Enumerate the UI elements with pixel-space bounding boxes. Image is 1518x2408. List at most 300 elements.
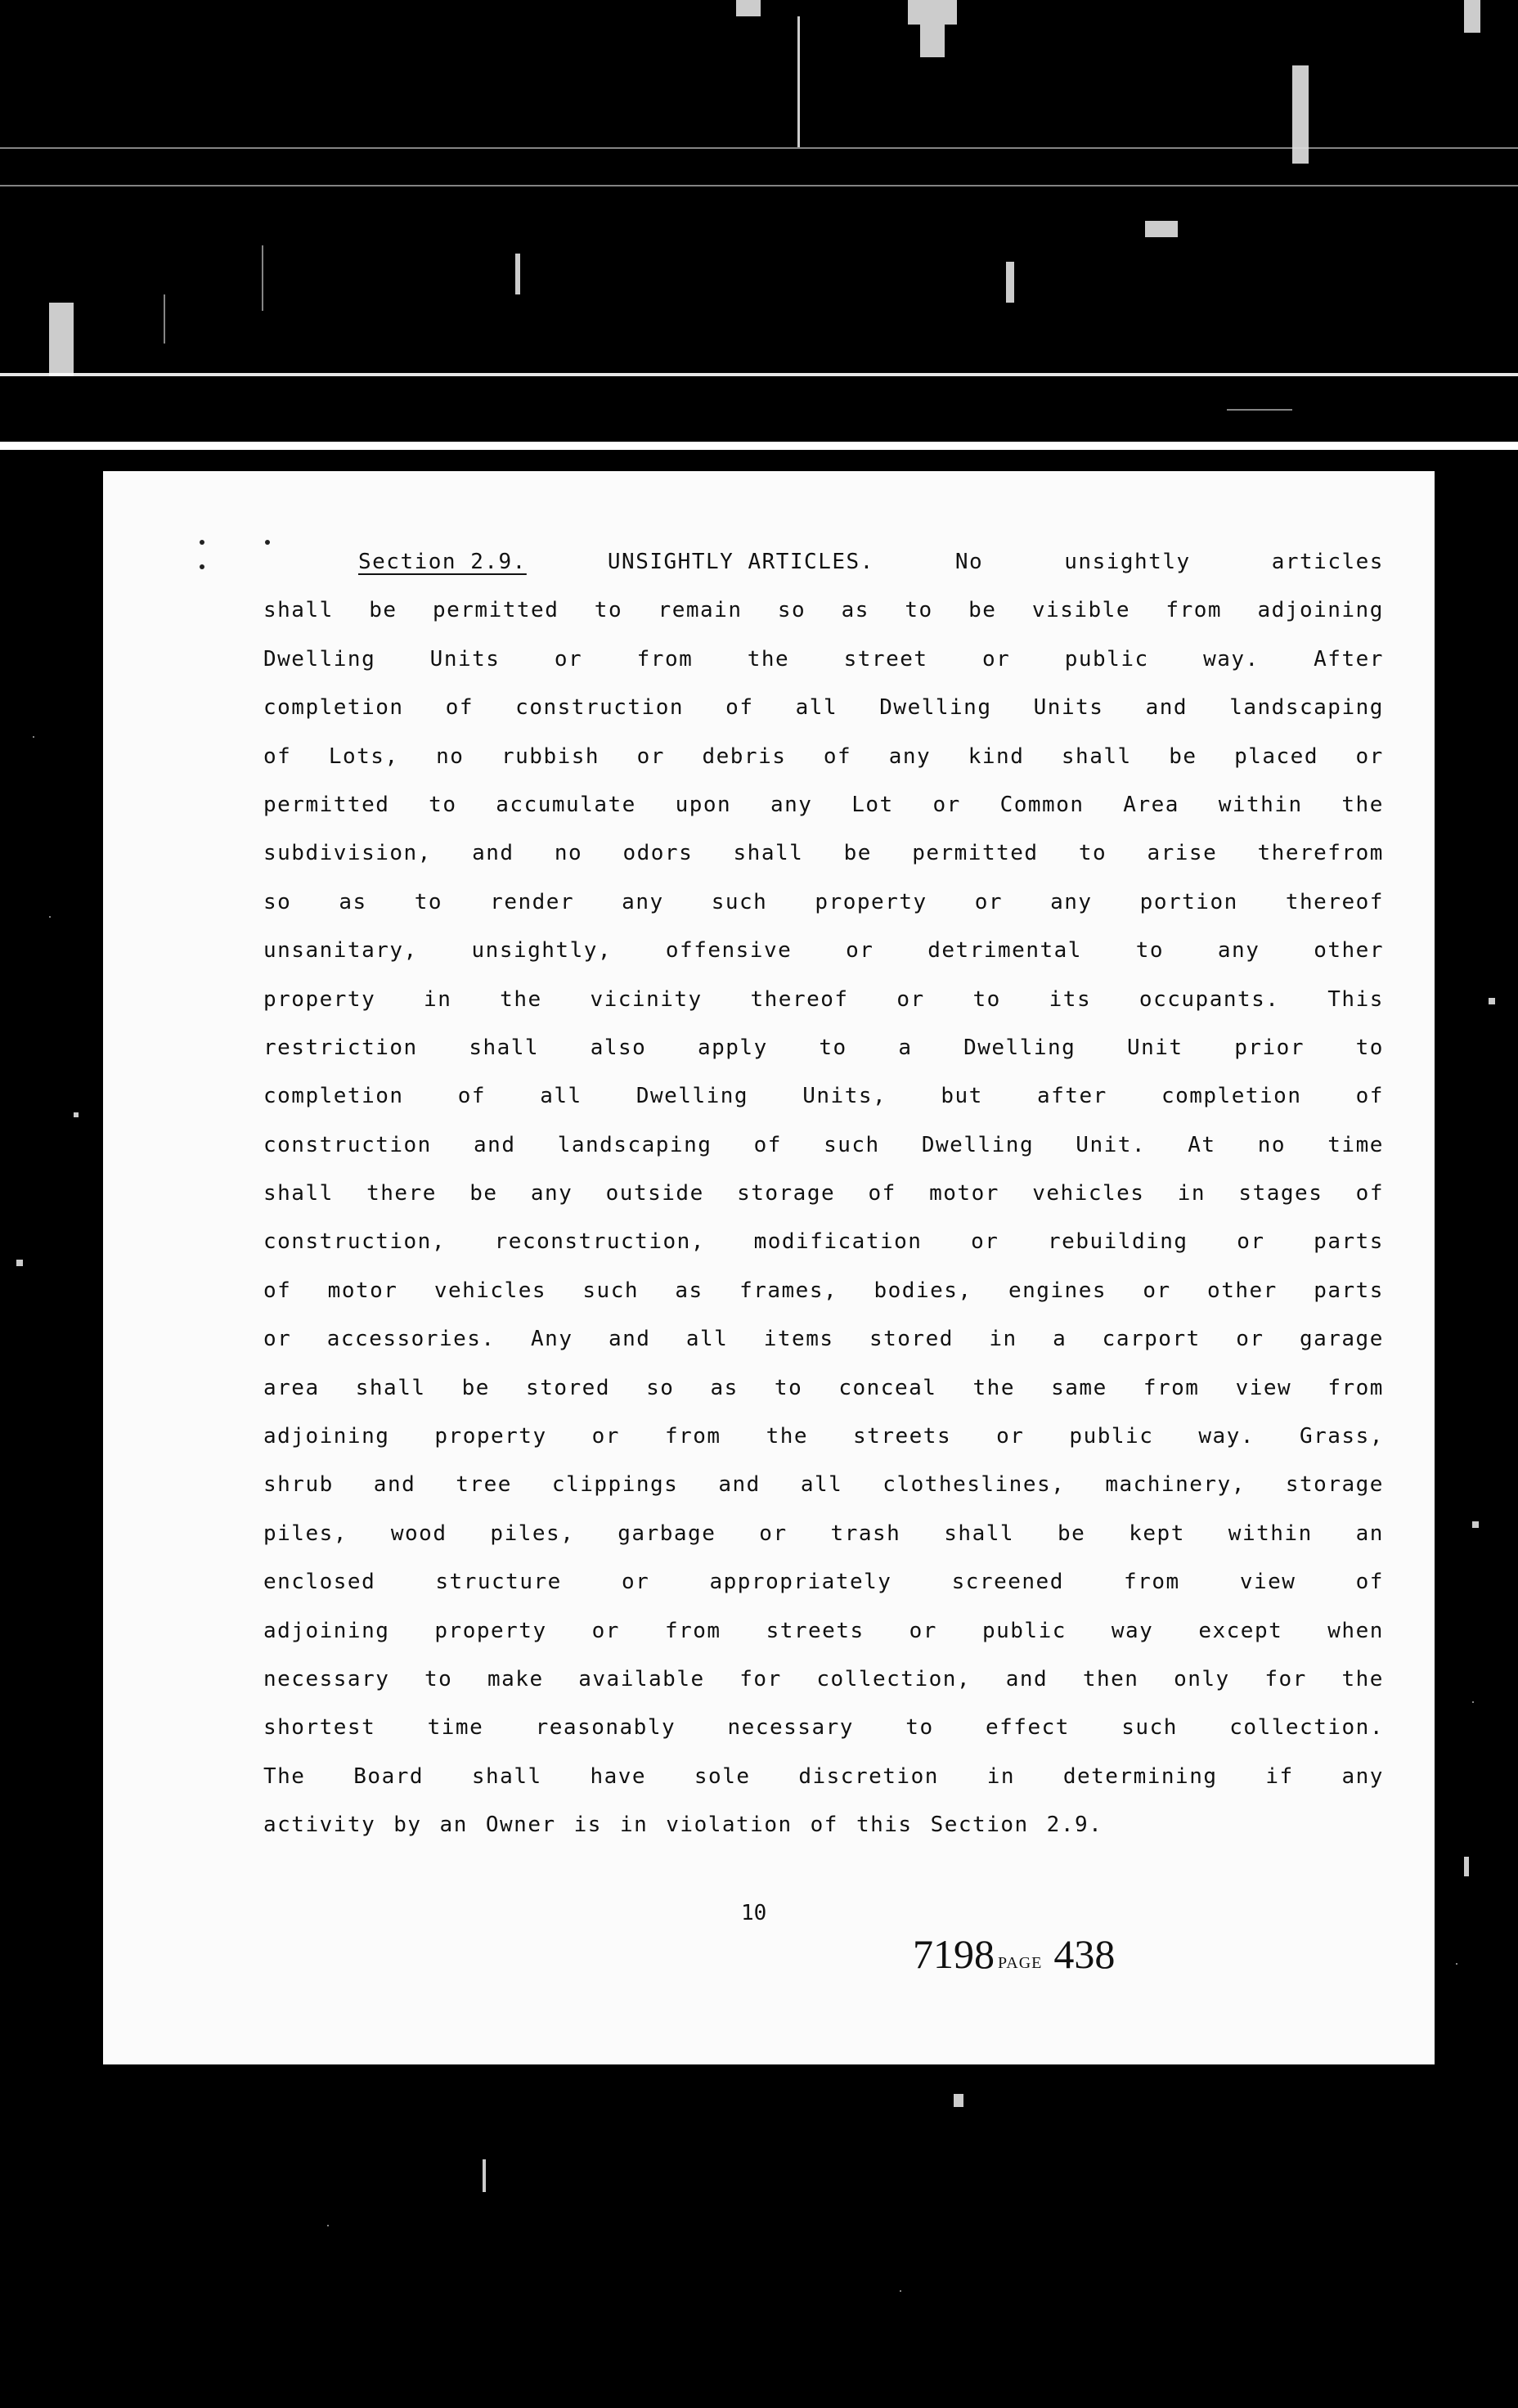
word: this (856, 1813, 913, 1838)
scan-rule-band (0, 442, 1518, 450)
word: or (1143, 1278, 1171, 1303)
text-line (263, 976, 1384, 1024)
word: streets (766, 1618, 865, 1643)
word: after (1036, 1084, 1107, 1109)
word: and (1145, 695, 1188, 721)
word: This (1327, 986, 1384, 1012)
word: violation (666, 1813, 793, 1838)
word: unsanitary, (263, 938, 418, 964)
word: of (263, 744, 292, 769)
word: to (905, 598, 933, 623)
word: vehicles (1032, 1181, 1145, 1206)
word: landscaping (557, 1132, 712, 1157)
word: property (263, 986, 376, 1012)
word: shortest (263, 1715, 376, 1741)
word: to (819, 1035, 847, 1060)
text-line (263, 1121, 1384, 1170)
word: necessary (727, 1715, 854, 1741)
word: as (710, 1375, 739, 1400)
word: piles, (490, 1521, 575, 1546)
word: within (1218, 792, 1303, 817)
word: as (339, 889, 367, 914)
word: parts (1314, 1229, 1384, 1255)
word: or (636, 744, 665, 769)
word: adjoining (1257, 598, 1384, 623)
word: occupants. (1138, 986, 1280, 1012)
word: arise (1147, 841, 1218, 866)
word: carport (1102, 1327, 1201, 1352)
word: or (981, 646, 1011, 672)
word: shall (469, 1035, 540, 1060)
word: parts (1314, 1278, 1384, 1303)
word: necessary (263, 1666, 390, 1691)
word: from (1165, 598, 1223, 623)
word: or (621, 1570, 650, 1595)
word: the (1341, 792, 1384, 817)
word: so (263, 889, 292, 914)
word: of (753, 1132, 782, 1157)
word: be (1169, 744, 1197, 769)
word: conceal (838, 1375, 937, 1400)
word: garbage (618, 1521, 716, 1546)
word: motor (327, 1278, 398, 1303)
word: kind (968, 744, 1025, 769)
word: accessories. (326, 1327, 496, 1352)
word: shrub (263, 1472, 334, 1498)
text-line (263, 1461, 1384, 1509)
word: visible (1031, 598, 1130, 623)
word: construction (515, 695, 685, 721)
word: or (1355, 744, 1384, 769)
word: any (530, 1181, 573, 1206)
text-line (263, 636, 1384, 684)
word: tree (456, 1472, 512, 1498)
word: offensive (665, 938, 793, 964)
word: engines (1008, 1278, 1107, 1303)
word: stages (1238, 1181, 1323, 1206)
word: to (1355, 1035, 1384, 1060)
word: in (424, 986, 452, 1012)
word: way. (1203, 646, 1260, 672)
margin-mark (200, 540, 204, 545)
word: permitted (263, 792, 390, 817)
word: so (646, 1375, 675, 1400)
word: restriction (263, 1035, 418, 1060)
word: and (472, 841, 514, 866)
word: and (373, 1472, 416, 1498)
word: make (487, 1666, 544, 1691)
word: public (981, 1618, 1067, 1643)
word: an (439, 1813, 468, 1838)
word: also (590, 1035, 647, 1060)
word: or (974, 889, 1004, 914)
word: public (1064, 646, 1149, 672)
word: bodies, (874, 1278, 972, 1303)
word: in (989, 1327, 1017, 1352)
word: be (461, 1375, 490, 1400)
word: Dwelling (879, 695, 992, 721)
word: frames, (739, 1278, 838, 1303)
text-line (263, 878, 1384, 927)
word: 2.9. (1046, 1813, 1103, 1838)
text-line (263, 1072, 1384, 1121)
word: discretion (798, 1763, 939, 1789)
word: or (996, 1424, 1025, 1449)
word: or (759, 1521, 788, 1546)
word: or (846, 938, 874, 964)
word: machinery, (1105, 1472, 1246, 1498)
word: Dwelling (263, 646, 376, 672)
word: stored (869, 1327, 954, 1352)
word: but (941, 1084, 983, 1109)
word: Area (1123, 792, 1179, 817)
word: structure (435, 1570, 562, 1595)
word: Units (1033, 695, 1104, 721)
word: for (739, 1666, 782, 1691)
word: and (474, 1132, 516, 1157)
word: of (823, 744, 852, 769)
word: or (896, 986, 925, 1012)
word: debris (702, 744, 787, 769)
word: view (1239, 1570, 1296, 1595)
word: trash (830, 1521, 901, 1546)
word: screened (951, 1570, 1064, 1595)
word: At (1188, 1132, 1216, 1157)
word: effect (985, 1715, 1070, 1741)
text-line (263, 1607, 1384, 1656)
word: collection. (1229, 1715, 1384, 1741)
word: clotheslines, (883, 1472, 1066, 1498)
word: or (909, 1618, 937, 1643)
word: stored (526, 1375, 610, 1400)
word: from (1124, 1570, 1180, 1595)
text-line (263, 1656, 1384, 1704)
word: storage (737, 1181, 836, 1206)
word: Unit (1126, 1035, 1183, 1060)
word: and (718, 1472, 761, 1498)
word: except (1198, 1618, 1283, 1643)
word: vehicles (433, 1278, 547, 1303)
word: Unit. (1076, 1132, 1147, 1157)
word: shall (471, 1763, 542, 1789)
word: property (815, 889, 927, 914)
word: of (1355, 1084, 1384, 1109)
word: any (1217, 938, 1260, 964)
word: completion (263, 1084, 404, 1109)
word: therefrom (1257, 841, 1384, 866)
word: from (1143, 1375, 1200, 1400)
text-line (263, 1753, 1384, 1801)
word: The (263, 1763, 306, 1789)
word: to (594, 598, 623, 623)
word: wood (390, 1521, 447, 1546)
word: to (1078, 841, 1107, 866)
word: property (434, 1424, 547, 1449)
word: render (490, 889, 575, 914)
word: placed (1234, 744, 1318, 769)
word: time (1327, 1132, 1384, 1157)
word: of (445, 695, 474, 721)
scan-rule-line (0, 373, 1518, 376)
word: in (619, 1813, 649, 1838)
word: kept (1129, 1521, 1185, 1546)
word: property (434, 1618, 547, 1643)
word: to (429, 792, 457, 817)
word: determining (1062, 1763, 1218, 1789)
text-line (263, 1218, 1384, 1266)
word: construction (263, 1132, 432, 1157)
section-heading (263, 538, 1384, 586)
word: landscaping (1229, 695, 1384, 721)
word: other (1314, 938, 1384, 964)
word: detrimental (927, 938, 1082, 964)
word: enclosed (263, 1570, 376, 1595)
word: so (777, 598, 806, 623)
page-reference: 438 (1053, 1931, 1116, 1977)
word: accumulate (496, 792, 636, 817)
word: completion (263, 695, 404, 721)
word: to (972, 986, 1001, 1012)
word: Dwelling (963, 1035, 1076, 1060)
word: articles (1271, 550, 1384, 574)
word: to (414, 889, 443, 914)
word: to (774, 1375, 803, 1400)
text-line (263, 1704, 1384, 1752)
word: portion (1139, 889, 1238, 914)
word: all (800, 1472, 843, 1498)
word: the (766, 1424, 809, 1449)
word: storage (1285, 1472, 1384, 1498)
word: any (1050, 889, 1093, 914)
word: shall (1061, 744, 1132, 769)
word: Common (999, 792, 1085, 817)
word: way. (1198, 1424, 1255, 1449)
word: the (500, 986, 542, 1012)
book-number: 7198 (913, 1931, 995, 1977)
text-line (263, 1267, 1384, 1315)
word: from (664, 1618, 721, 1643)
word: vicinity (590, 986, 703, 1012)
document-page (103, 471, 1435, 2064)
text-line (263, 781, 1384, 829)
word: be (843, 841, 872, 866)
word: completion (1161, 1084, 1302, 1109)
word: Dwelling (921, 1132, 1035, 1157)
page-label: PAGE (998, 1954, 1043, 1972)
word: to (905, 1715, 934, 1741)
word: After (1314, 646, 1384, 672)
word: in (1177, 1181, 1206, 1206)
word: shall (944, 1521, 1015, 1546)
word: odors (622, 841, 694, 866)
word: Section (930, 1813, 1029, 1838)
word: same (1051, 1375, 1107, 1400)
word: no (436, 744, 465, 769)
text-line (263, 1170, 1384, 1218)
word: apply (697, 1035, 768, 1060)
word: there (366, 1181, 437, 1206)
word: such (582, 1278, 640, 1303)
word: of (1355, 1181, 1384, 1206)
word: available (578, 1666, 705, 1691)
word: activity (263, 1813, 376, 1838)
word: when (1327, 1618, 1384, 1643)
word: an (1355, 1521, 1384, 1546)
word: no (554, 841, 583, 866)
word: Units (429, 646, 501, 672)
word: permitted (432, 598, 559, 623)
word: outside (605, 1181, 704, 1206)
word: and (608, 1327, 651, 1352)
text-line (263, 1413, 1384, 1461)
text-line (263, 733, 1384, 781)
text-line (263, 1801, 1384, 1849)
word: shall (263, 1181, 334, 1206)
word: Board (353, 1763, 424, 1789)
word: unsightly, (471, 938, 613, 964)
word: in (986, 1763, 1016, 1789)
word: or (263, 1327, 292, 1352)
word: public (1069, 1424, 1154, 1449)
text-line (263, 1315, 1384, 1363)
word: be (1057, 1521, 1086, 1546)
word: rubbish (501, 744, 600, 769)
word: Grass, (1299, 1424, 1384, 1449)
word: No (954, 550, 984, 574)
word: collection, (816, 1666, 972, 1691)
word: Owner (485, 1813, 556, 1838)
word: no (1257, 1132, 1287, 1157)
word: from (664, 1424, 721, 1449)
word: modification (753, 1229, 923, 1255)
word: or (591, 1618, 620, 1643)
word: to (424, 1666, 453, 1691)
word: or (1237, 1229, 1265, 1255)
word: or (591, 1424, 620, 1449)
word: any (1341, 1763, 1384, 1789)
word: adjoining (263, 1618, 390, 1643)
word: upon (675, 792, 732, 817)
word: of (1355, 1570, 1384, 1595)
word: time (427, 1715, 484, 1741)
word: as (675, 1278, 703, 1303)
word: reconstruction, (494, 1229, 705, 1255)
word: and (1005, 1666, 1049, 1691)
text-line (263, 1024, 1384, 1072)
text-line (263, 1364, 1384, 1413)
word: the (972, 1375, 1015, 1400)
word: subdivision, (263, 841, 432, 866)
word: or (1236, 1327, 1264, 1352)
word: Any (531, 1327, 573, 1352)
word: is (573, 1813, 602, 1838)
word: Dwelling (635, 1084, 749, 1109)
word: by (393, 1813, 422, 1838)
word: the (1341, 1666, 1384, 1691)
word: sole (694, 1763, 751, 1789)
word: as (841, 598, 869, 623)
word: to (1135, 938, 1165, 964)
word: be (968, 598, 997, 623)
section-title: UNSIGHTLY ARTICLES. (607, 550, 874, 574)
word: or (932, 792, 961, 817)
word: a (1053, 1327, 1067, 1352)
word: view (1235, 1375, 1292, 1400)
word: shall (355, 1375, 426, 1400)
word: permitted (912, 841, 1039, 866)
word: a (898, 1035, 913, 1060)
word: items (763, 1327, 834, 1352)
text-line (263, 586, 1384, 635)
word: such (1121, 1715, 1178, 1741)
word: shall (733, 841, 804, 866)
word: all (540, 1084, 582, 1109)
word: be (469, 1181, 498, 1206)
word: all (685, 1327, 729, 1352)
word: area (263, 1375, 320, 1400)
word: street (843, 646, 928, 672)
word: shall (263, 598, 334, 623)
section-number: Section 2.9. (358, 550, 527, 574)
word: of (810, 1813, 838, 1838)
word: reasonably (535, 1715, 676, 1741)
word: the (747, 646, 790, 672)
word: of (457, 1084, 487, 1109)
word: appropriately (709, 1570, 892, 1595)
word: unsightly (1064, 550, 1191, 574)
text-line (263, 684, 1384, 732)
word: way (1111, 1618, 1154, 1643)
word: other (1207, 1278, 1278, 1303)
word: of (725, 695, 754, 721)
word: construction, (263, 1229, 446, 1255)
word: Lot (851, 792, 894, 817)
word: only (1174, 1666, 1230, 1691)
word: if (1265, 1763, 1294, 1789)
word: of (868, 1181, 896, 1206)
word: garage (1299, 1327, 1384, 1352)
word: prior (1234, 1035, 1305, 1060)
page-number: 10 (741, 1901, 767, 1925)
word: any (622, 889, 664, 914)
word: within (1228, 1521, 1313, 1546)
section-heading-line (263, 538, 1384, 586)
word: from (1327, 1375, 1384, 1400)
word: streets (853, 1424, 952, 1449)
word: thereof (1285, 889, 1384, 914)
word: motor (929, 1181, 999, 1206)
word: such (824, 1132, 880, 1157)
text-line (263, 1558, 1384, 1606)
word: of (263, 1278, 292, 1303)
word: for (1264, 1666, 1307, 1691)
word: such (711, 889, 768, 914)
word: be (369, 598, 397, 623)
word: rebuilding (1048, 1229, 1188, 1255)
word: then (1082, 1666, 1139, 1691)
word: adjoining (263, 1424, 390, 1449)
margin-mark (200, 564, 204, 569)
book-page-reference (913, 1930, 1115, 1978)
word: clippings (551, 1472, 679, 1498)
word: have (590, 1763, 647, 1789)
word: thereof (750, 986, 849, 1012)
text-line (263, 1510, 1384, 1558)
text-line (263, 829, 1384, 878)
word: from (636, 646, 694, 672)
section-body (263, 538, 1384, 1850)
word: piles, (263, 1521, 348, 1546)
